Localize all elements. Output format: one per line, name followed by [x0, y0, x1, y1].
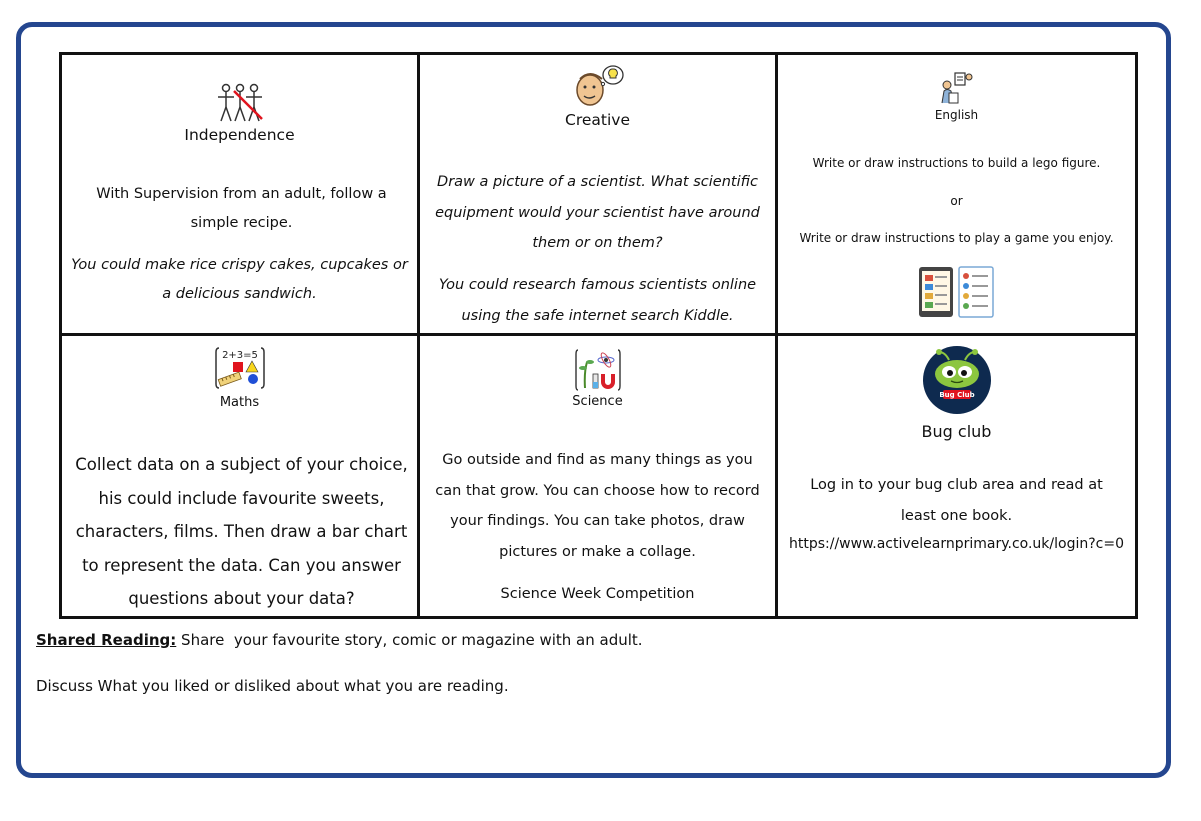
maths-cell: [62, 336, 420, 616]
bug-club-logo: [921, 344, 993, 418]
independence-title: Independence: [184, 126, 295, 144]
bugclub-link[interactable]: https://www.activelearnprimary.co.uk/login?c=0: [789, 536, 1124, 552]
discuss-line: Discuss What you liked or disliked about what you are reading.: [36, 677, 509, 695]
maths-title: Maths: [219, 395, 260, 410]
english-text-2: Write or draw instructions to play a game you enjoy.: [799, 231, 1114, 245]
science-icon: [575, 348, 621, 396]
bugclub-title: Bug club: [921, 422, 992, 441]
english-title: English: [934, 108, 979, 122]
bugclub-text: Log in to your bug club area and read at least one book.: [810, 477, 1103, 524]
people-icon: [216, 83, 264, 127]
tablet-lists-icon: [917, 265, 997, 323]
shared-reading-text: Share your favourite story, comic or magazine with an adult.: [176, 631, 643, 649]
bugclub-cell: [778, 336, 1135, 616]
bug-club-logo-text: Bug Club: [938, 391, 975, 399]
creative-text-2: You could research famous scientists online using the safe internet search Kiddle.: [438, 277, 757, 324]
independence-text-2: You could make rice crispy cakes, cupcakes or a delicious sandwich.: [71, 257, 408, 302]
creative-cell: [420, 55, 778, 336]
shared-reading-line: [36, 631, 643, 649]
maths-icon-text: 2+3=5: [221, 350, 258, 361]
science-title: Science: [572, 394, 623, 409]
english-cell: [778, 55, 1135, 336]
reading-person-icon: [939, 71, 975, 109]
maths-shapes-icon: [215, 346, 265, 394]
science-competition: Science Week Competition: [500, 586, 695, 602]
creative-title: Creative: [565, 111, 630, 129]
english-or: or: [950, 194, 963, 208]
shared-reading-label: Shared Reading:: [36, 631, 177, 649]
activity-grid: [59, 52, 1138, 619]
creative-text-1: Draw a picture of a scientist. What scientific equipment would your scientist have around them or on them?: [435, 174, 760, 251]
science-cell: [420, 336, 778, 616]
science-text: Go outside and find as many things as you can that grow. You can choose how to record your findings. You can take photos, draw pictures or make a collage.: [435, 452, 760, 560]
thinking-head-icon: [572, 63, 624, 111]
english-text-1: Write or draw instructions to build a lego figure.: [812, 156, 1101, 170]
independence-text-1: With Supervision from an adult, follow a simple recipe.: [96, 186, 387, 231]
independence-cell: [62, 55, 420, 336]
maths-text: Collect data on a subject of your choice, his could include favourite sweets, characters, films. Then draw a bar chart to represent the data. Can you answer questions about your data?: [75, 455, 408, 608]
